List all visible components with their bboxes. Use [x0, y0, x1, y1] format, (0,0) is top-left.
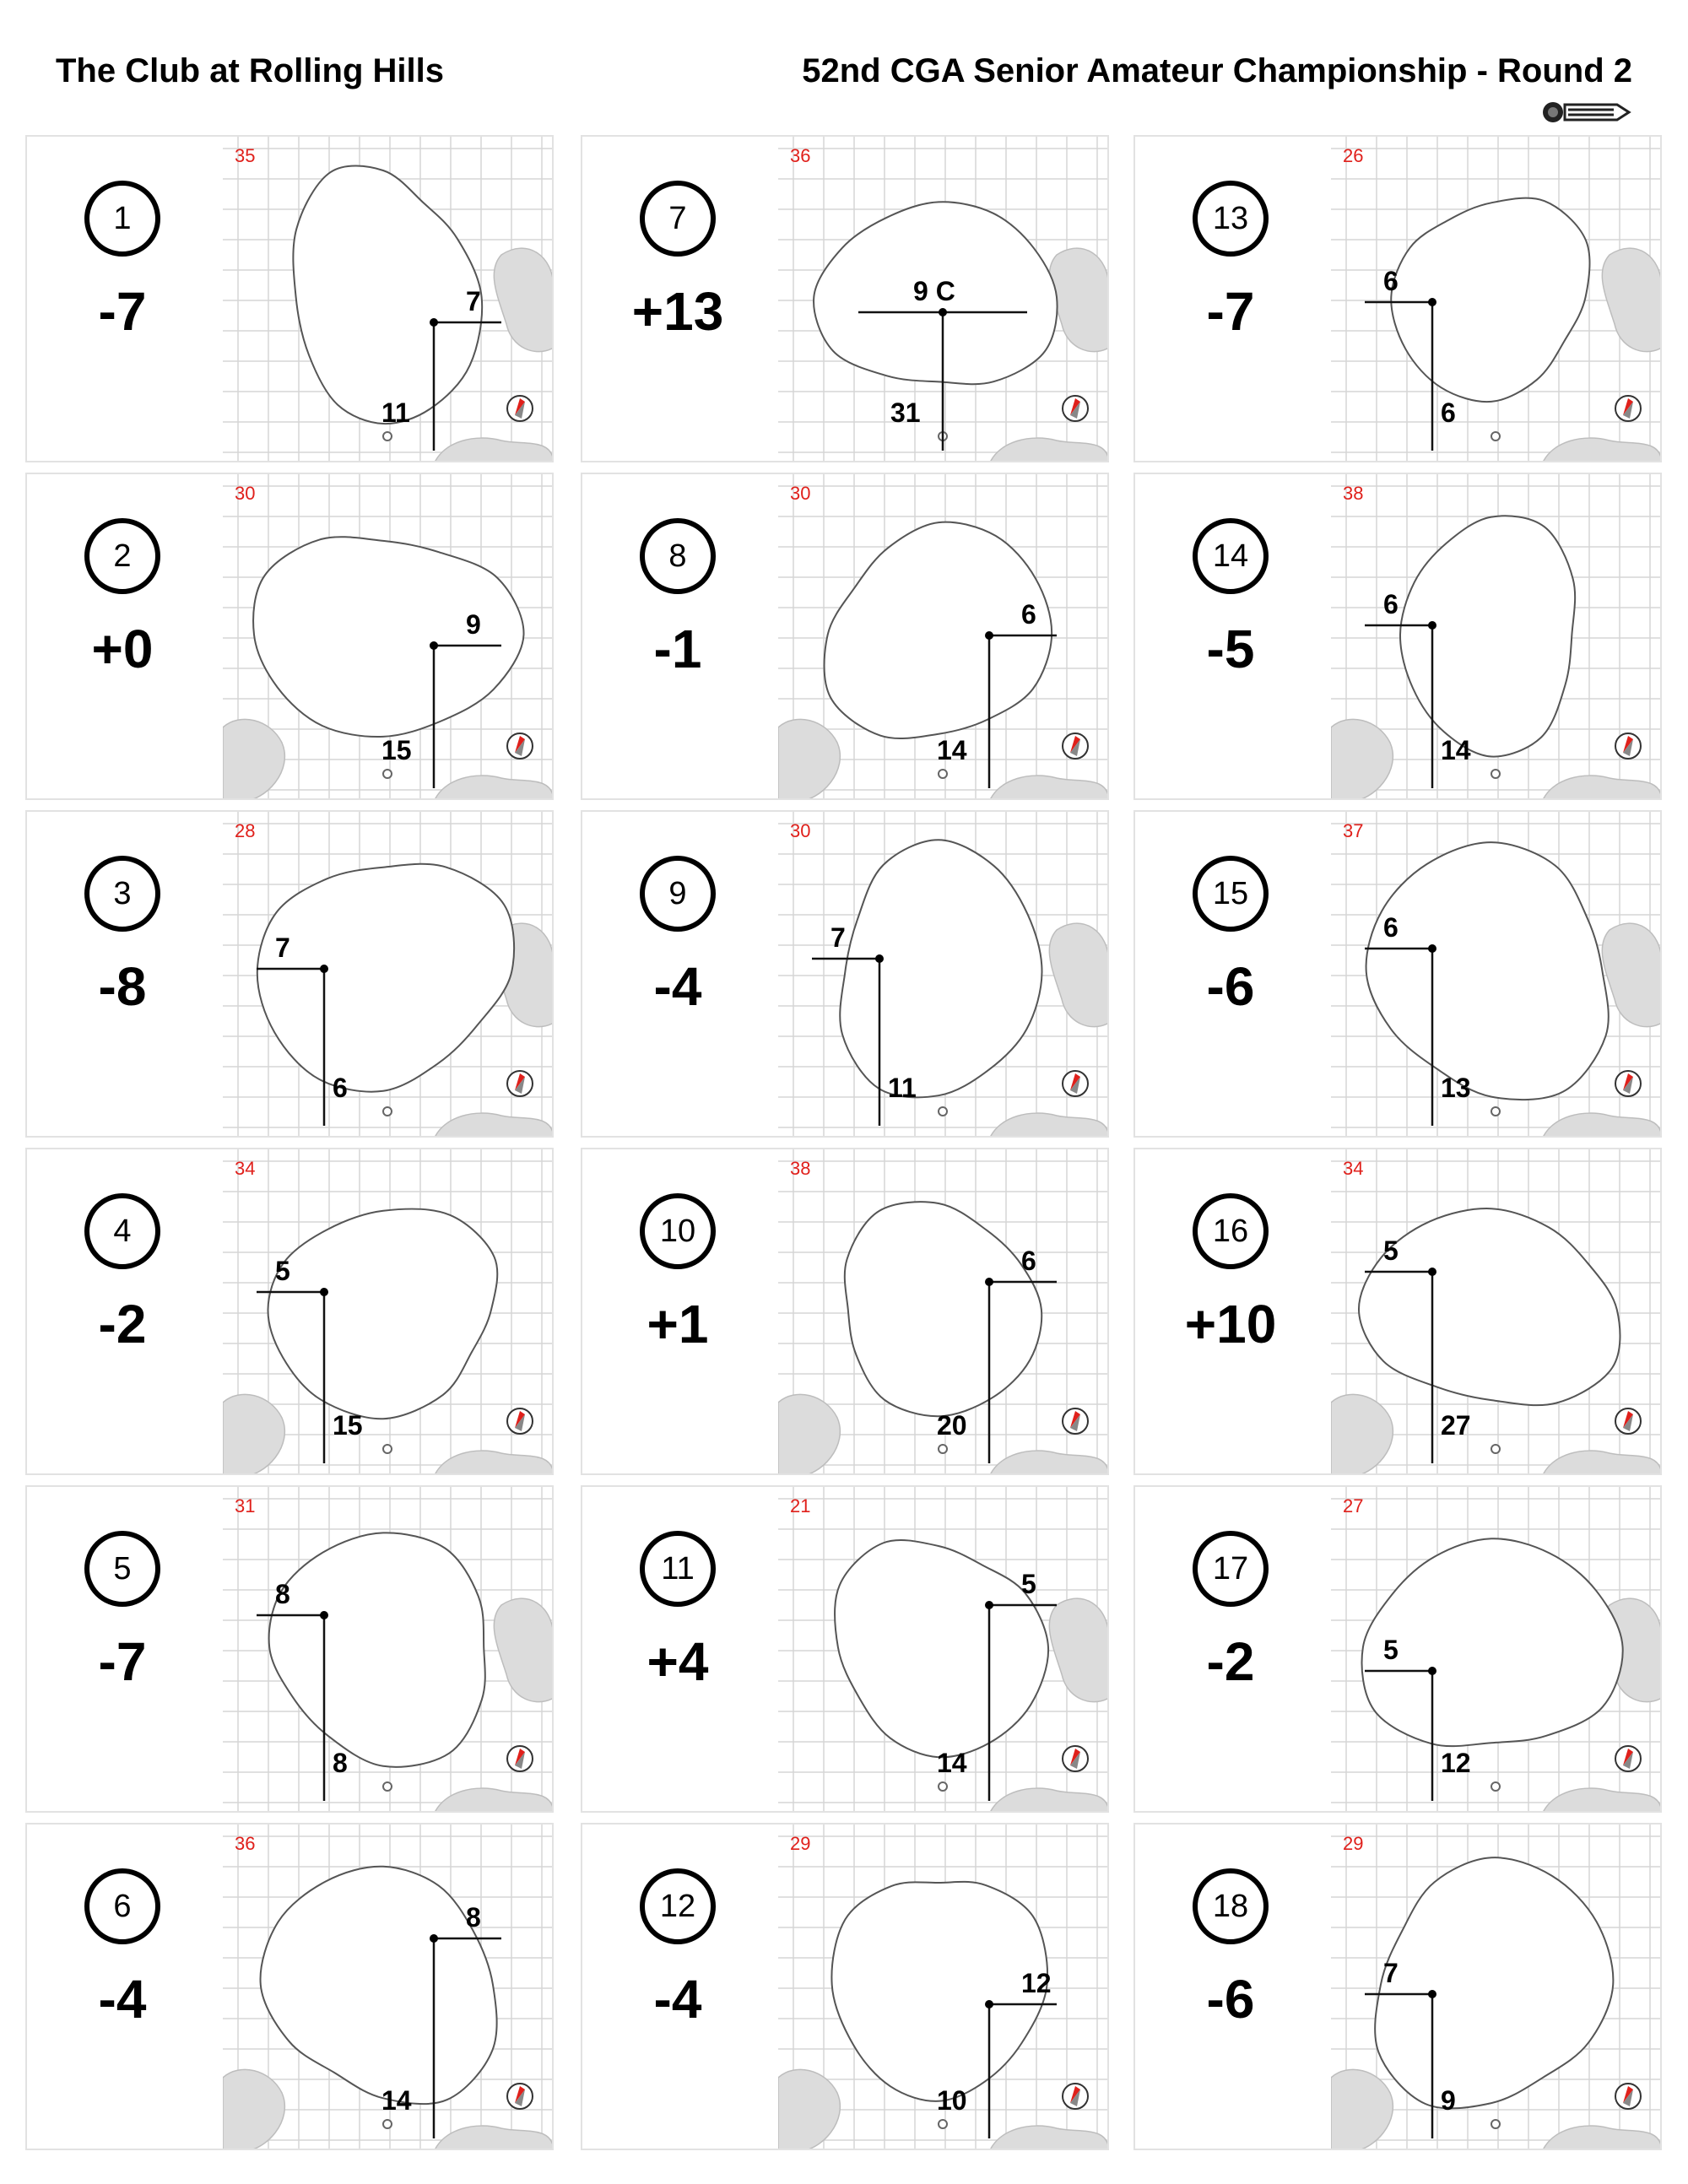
- pin-location: [430, 1934, 438, 1943]
- hole-score: -7: [98, 281, 147, 342]
- hole-card: [1133, 135, 1662, 462]
- hole-score: -5: [1206, 619, 1255, 679]
- hole-score: +1: [647, 1294, 709, 1354]
- pin-side-distance: 7: [830, 922, 846, 953]
- hole-card: [25, 1148, 554, 1475]
- bunker-shape: [223, 1394, 284, 1475]
- pin-location: [985, 2000, 993, 2008]
- hole-score: -7: [1206, 281, 1255, 342]
- green-outline: [835, 1540, 1048, 1757]
- hole-card: [1133, 1823, 1662, 2150]
- pin-location: [320, 1611, 328, 1619]
- pin-front-distance: 11: [888, 1073, 917, 1103]
- bunker-shape: [434, 1451, 554, 1475]
- pin-front-distance: 31: [890, 397, 921, 428]
- pin-side-distance: 6: [1383, 589, 1399, 619]
- hole-card: [1133, 473, 1662, 800]
- bunker-shape: [1542, 1788, 1662, 1813]
- hole-score: -4: [98, 1969, 147, 2030]
- pin-location: [875, 954, 884, 963]
- pin-side-distance: 12: [1021, 1968, 1052, 1998]
- green-diagram: [778, 1825, 1109, 2150]
- green-front-marker: [383, 2120, 392, 2128]
- green-outline: [845, 1202, 1041, 1416]
- bunker-shape: [494, 1598, 554, 1701]
- compass-icon: [507, 2084, 533, 2109]
- hole-score: -8: [98, 956, 147, 1017]
- green-depth-label: 34: [1343, 1158, 1364, 1179]
- bunker-shape: [1542, 1451, 1662, 1475]
- green-depth-label: 31: [235, 1495, 256, 1516]
- pin-front-distance: 6: [1441, 397, 1456, 428]
- pin-front-distance: 20: [937, 1410, 967, 1441]
- pin-side-distance: 5: [1383, 1635, 1399, 1665]
- green-outline: [1366, 842, 1609, 1100]
- hole-number: 15: [1193, 856, 1269, 932]
- green-diagram: [223, 474, 554, 800]
- green-depth-label: 37: [1343, 820, 1364, 841]
- green-front-marker: [939, 1782, 947, 1791]
- green-diagram: [1331, 474, 1662, 800]
- bunker-shape: [1602, 923, 1662, 1026]
- bunker-shape: [989, 438, 1109, 462]
- event-title: 52nd CGA Senior Amateur Championship - Round 2: [802, 52, 1632, 89]
- green-outline: [257, 864, 514, 1092]
- pin-side-distance: 5: [275, 1256, 290, 1286]
- hole-card: [581, 473, 1109, 800]
- hole-score: +0: [91, 619, 154, 679]
- hole-number: 2: [84, 518, 160, 594]
- hole-number: 16: [1193, 1193, 1269, 1269]
- green-outline: [1362, 1538, 1623, 1746]
- green-outline: [825, 522, 1052, 738]
- hole-score: -7: [98, 1631, 147, 1692]
- green-outline: [840, 840, 1041, 1097]
- compass-icon: [1063, 396, 1088, 421]
- green-diagram: [223, 137, 554, 462]
- hole-card: [1133, 810, 1662, 1138]
- compass-icon: [507, 1408, 533, 1434]
- bunker-shape: [434, 776, 554, 800]
- compass-icon: [507, 1071, 533, 1096]
- compass-icon: [1615, 1408, 1641, 1434]
- compass-icon: [1063, 1746, 1088, 1771]
- green-diagram: [778, 137, 1109, 462]
- green-outline: [253, 537, 523, 737]
- pin-front-distance: 13: [1441, 1073, 1471, 1103]
- pin-location: [939, 308, 947, 316]
- compass-icon: [1615, 2084, 1641, 2109]
- hole-number: 8: [640, 518, 716, 594]
- green-front-marker: [383, 1445, 392, 1453]
- green-outline: [1375, 1857, 1613, 2108]
- pin-front-distance: 12: [1441, 1748, 1471, 1778]
- hole-score: +10: [1184, 1294, 1277, 1354]
- pin-side-distance: 6: [1021, 599, 1036, 630]
- bunker-shape: [223, 2069, 284, 2150]
- pin-front-distance: 10: [937, 2085, 967, 2116]
- compass-icon: [507, 396, 533, 421]
- green-depth-label: 26: [1343, 145, 1364, 166]
- pin-side-distance: 8: [275, 1579, 290, 1609]
- bunker-shape: [989, 1451, 1109, 1475]
- green-diagram: [1331, 1149, 1662, 1475]
- hole-score: +13: [631, 281, 724, 342]
- bunker-shape: [1331, 1394, 1393, 1475]
- hole-card: [1133, 1485, 1662, 1813]
- bunker-shape: [434, 438, 554, 462]
- compass-icon: [1063, 733, 1088, 759]
- green-depth-label: 27: [1343, 1495, 1364, 1516]
- pin-location: [985, 1278, 993, 1286]
- pin-front-distance: 15: [333, 1410, 363, 1441]
- green-front-marker: [1491, 1445, 1500, 1453]
- hole-card: [581, 810, 1109, 1138]
- pin-location: [320, 1288, 328, 1296]
- pin-front-distance: 15: [381, 735, 412, 765]
- hole-number: 9: [640, 856, 716, 932]
- hole-score: -6: [1206, 956, 1255, 1017]
- hole-card: [25, 1823, 554, 2150]
- hole-score: -2: [1206, 1631, 1255, 1692]
- bunker-shape: [223, 719, 284, 800]
- compass-icon: [507, 1746, 533, 1771]
- pin-location: [430, 641, 438, 650]
- pin-location: [1428, 621, 1436, 630]
- hole-score: -1: [653, 619, 702, 679]
- pin-location: [1428, 944, 1436, 953]
- green-front-marker: [383, 432, 392, 441]
- green-depth-label: 29: [790, 1833, 811, 1854]
- green-front-marker: [383, 1782, 392, 1791]
- bunker-shape: [434, 1788, 554, 1813]
- green-diagram: [1331, 137, 1662, 462]
- bunker-shape: [494, 248, 554, 351]
- pin-front-distance: 9: [1441, 2085, 1456, 2116]
- green-outline: [261, 1867, 497, 2104]
- pin-location: [320, 965, 328, 973]
- compass-icon: [1063, 2084, 1088, 2109]
- hole-number: 13: [1193, 181, 1269, 257]
- hole-score: -4: [653, 1969, 702, 2030]
- green-front-marker: [939, 770, 947, 778]
- bunker-shape: [1049, 248, 1109, 351]
- green-depth-label: 30: [790, 820, 811, 841]
- compass-icon: [1063, 1408, 1088, 1434]
- bunker-shape: [989, 776, 1109, 800]
- pin-side-distance: 9 C: [913, 276, 955, 306]
- bunker-shape: [1542, 2126, 1662, 2150]
- compass-icon: [1615, 396, 1641, 421]
- pin-front-distance: 14: [937, 1748, 967, 1778]
- compass-icon: [507, 733, 533, 759]
- bunker-shape: [989, 2126, 1109, 2150]
- hole-number: 7: [640, 181, 716, 257]
- green-diagram: [1331, 812, 1662, 1138]
- pin-side-distance: 9: [466, 609, 481, 640]
- pin-location: [1428, 298, 1436, 306]
- hole-card: [25, 473, 554, 800]
- pin-location: [985, 631, 993, 640]
- pin-front-distance: 14: [1441, 735, 1471, 765]
- bunker-shape: [1542, 1113, 1662, 1138]
- hole-number: 5: [84, 1531, 160, 1607]
- green-front-marker: [1491, 770, 1500, 778]
- bunker-shape: [1542, 776, 1662, 800]
- green-front-marker: [383, 770, 392, 778]
- pin-side-distance: 5: [1021, 1569, 1036, 1599]
- green-depth-label: 21: [790, 1495, 811, 1516]
- green-depth-label: 28: [235, 820, 256, 841]
- green-depth-label: 36: [790, 145, 811, 166]
- compass-icon: [1615, 1746, 1641, 1771]
- hole-number: 6: [84, 1868, 160, 1944]
- pin-side-distance: 7: [466, 286, 481, 316]
- pin-side-distance: 6: [1021, 1246, 1036, 1276]
- bunker-shape: [434, 1113, 554, 1138]
- pin-front-distance: 8: [333, 1748, 348, 1778]
- green-depth-label: 34: [235, 1158, 256, 1179]
- bunker-shape: [1331, 719, 1393, 800]
- compass-icon: [1615, 1071, 1641, 1096]
- green-front-marker: [939, 1107, 947, 1116]
- pin-location: [430, 318, 438, 327]
- green-depth-label: 38: [790, 1158, 811, 1179]
- bunker-shape: [778, 2069, 840, 2150]
- green-diagram: [778, 1487, 1109, 1813]
- pin-location: [985, 1601, 993, 1609]
- pin-front-distance: 6: [333, 1073, 348, 1103]
- green-depth-label: 30: [235, 483, 256, 504]
- hole-score: +4: [647, 1631, 709, 1692]
- green-outline: [269, 1533, 485, 1766]
- hole-number: 10: [640, 1193, 716, 1269]
- pin-front-distance: 14: [937, 735, 967, 765]
- bunker-shape: [1602, 248, 1662, 351]
- hole-number: 17: [1193, 1531, 1269, 1607]
- course-name: The Club at Rolling Hills: [56, 52, 444, 89]
- pin-side-distance: 7: [275, 933, 290, 963]
- green-front-marker: [383, 1107, 392, 1116]
- hole-score: -2: [98, 1294, 147, 1354]
- green-outline: [1391, 198, 1589, 402]
- bunker-shape: [778, 1394, 840, 1475]
- green-depth-label: 30: [790, 483, 811, 504]
- pin-front-distance: 27: [1441, 1410, 1471, 1441]
- green-diagram: [778, 812, 1109, 1138]
- green-front-marker: [1491, 1107, 1500, 1116]
- hole-score: -4: [653, 956, 702, 1017]
- hole-card: [25, 810, 554, 1138]
- compass-icon: [1063, 1071, 1088, 1096]
- hole-card: [581, 1148, 1109, 1475]
- green-diagram: [1331, 1487, 1662, 1813]
- green-diagram: [1331, 1825, 1662, 2150]
- bunker-shape: [989, 1113, 1109, 1138]
- green-outline: [1400, 516, 1575, 756]
- green-outline: [293, 166, 482, 424]
- pin-location: [1428, 1990, 1436, 1998]
- green-diagram: [223, 1149, 554, 1475]
- pin-side-distance: 5: [1383, 1235, 1399, 1266]
- hole-number: 14: [1193, 518, 1269, 594]
- green-outline: [831, 1882, 1047, 2101]
- green-depth-label: 36: [235, 1833, 256, 1854]
- green-front-marker: [939, 1445, 947, 1453]
- bunker-shape: [1542, 438, 1662, 462]
- green-diagram: [778, 1149, 1109, 1475]
- hole-card: [25, 135, 554, 462]
- green-diagram: [223, 812, 554, 1138]
- green-front-marker: [1491, 1782, 1500, 1791]
- hole-number: 12: [640, 1868, 716, 1944]
- pin-front-distance: 11: [381, 397, 410, 428]
- pin-location: [1428, 1667, 1436, 1675]
- pin-side-distance: 6: [1383, 266, 1399, 296]
- bunker-shape: [1049, 923, 1109, 1026]
- pin-side-distance: 8: [466, 1902, 481, 1933]
- pin-side-distance: 6: [1383, 912, 1399, 943]
- green-front-marker: [1491, 432, 1500, 441]
- green-outline: [268, 1209, 497, 1419]
- bunker-shape: [1331, 2069, 1393, 2150]
- hole-number: 4: [84, 1193, 160, 1269]
- green-depth-label: 29: [1343, 1833, 1364, 1854]
- hole-card: [581, 1485, 1109, 1813]
- pin-side-distance: 7: [1383, 1958, 1399, 1988]
- green-front-marker: [1491, 2120, 1500, 2128]
- hole-number: 18: [1193, 1868, 1269, 1944]
- pin-location: [1428, 1268, 1436, 1276]
- pin-front-distance: 14: [381, 2085, 412, 2116]
- green-diagram: [223, 1825, 554, 2150]
- hole-score: -6: [1206, 1969, 1255, 2030]
- hole-card: [25, 1485, 554, 1813]
- hole-card: [1133, 1148, 1662, 1475]
- hole-card: [581, 1823, 1109, 2150]
- green-depth-label: 35: [235, 145, 256, 166]
- bunker-shape: [989, 1788, 1109, 1813]
- hole-card: [581, 135, 1109, 462]
- green-diagram: [223, 1487, 554, 1813]
- compass-icon: [1615, 733, 1641, 759]
- green-depth-label: 38: [1343, 483, 1364, 504]
- hole-number: 3: [84, 856, 160, 932]
- hole-number: 11: [640, 1531, 716, 1607]
- green-diagram: [778, 474, 1109, 800]
- bunker-shape: [1049, 1598, 1109, 1701]
- hole-number: 1: [84, 181, 160, 257]
- bunker-shape: [434, 2126, 554, 2150]
- bunker-shape: [778, 719, 840, 800]
- green-front-marker: [939, 2120, 947, 2128]
- stracka-line-logo: [1539, 98, 1632, 127]
